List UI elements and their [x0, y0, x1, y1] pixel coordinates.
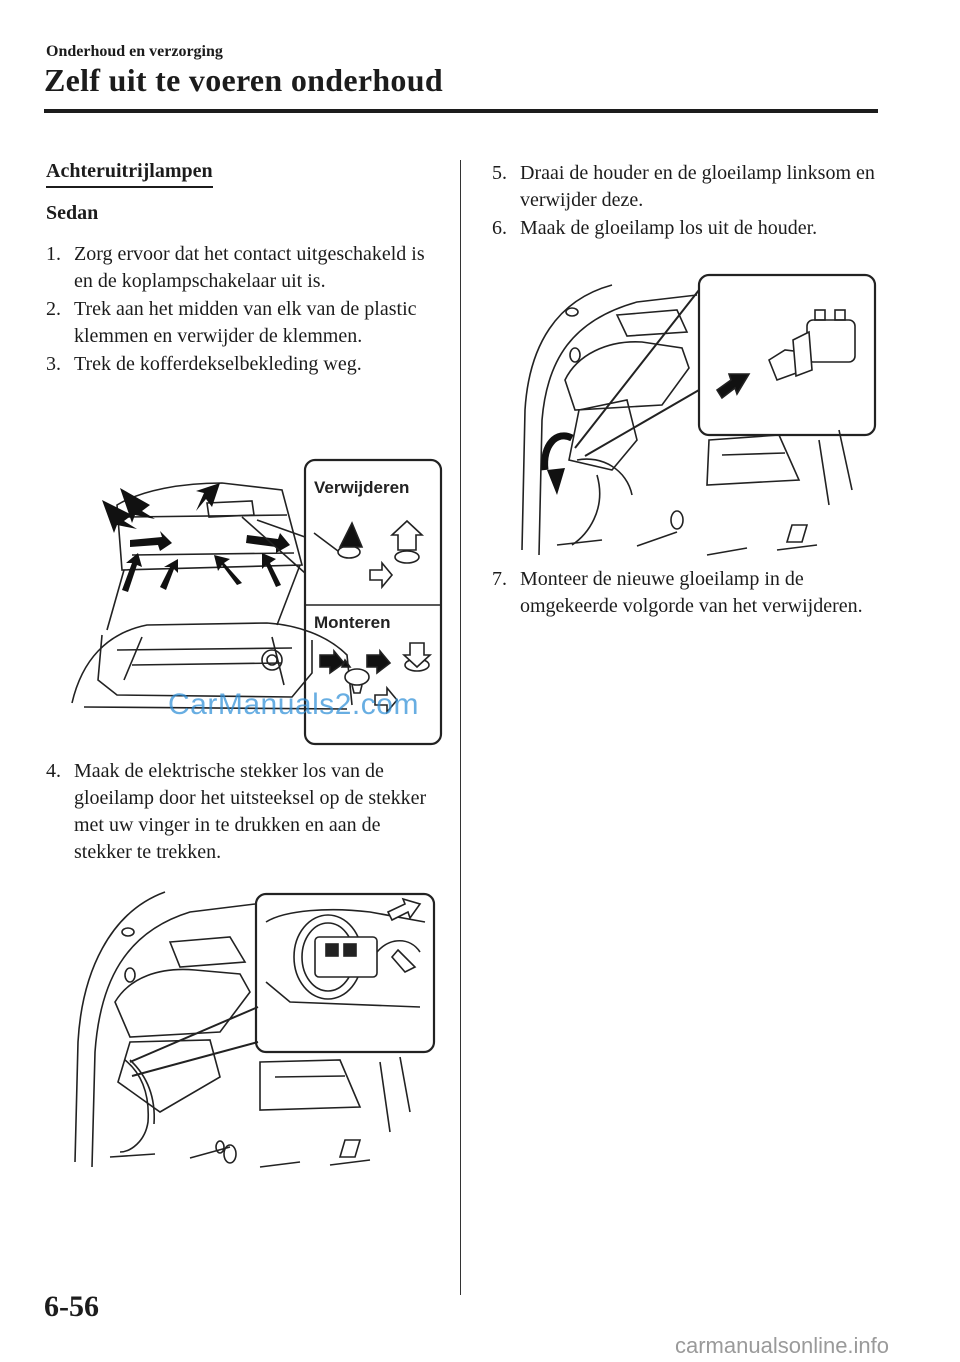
step-list-4 [492, 566, 882, 621]
remove-label: Verwijderen [314, 478, 410, 497]
step-item: 7. Monteer de nieuwe gloeilamp in de omgekeerde volgorde van het verwijderen. [492, 568, 863, 617]
chapter-label: Onderhoud en verzorging [46, 43, 223, 60]
watermark: CarManuals2.com [168, 688, 419, 721]
step-item: 5. Draai de houder en de gloeilamp linksom en verwijder deze. [492, 162, 875, 211]
footer-site-watermark: carmanualsonline.info [675, 1333, 890, 1358]
step-item: 4. Maak de elektrische stekker los van de gloeilamp door het uitsteeksel op de stekker met uw vinger in te drukken en aan de stekker te trekken. [46, 760, 427, 863]
section-subheading: Sedan [46, 202, 99, 224]
page-number: 6-56 [44, 1290, 99, 1323]
title-divider [44, 109, 878, 113]
step-item: 3. Trek de kofferdekselbekleding weg. [46, 353, 362, 375]
step-list-2 [46, 758, 441, 867]
step-item: 6. Maak de gloeilamp los uit de houder. [492, 217, 818, 239]
column-divider [460, 160, 461, 1295]
step-item: 1. Zorg ervoor dat het contact uitgeschakeld is en de koplampschakelaar uit is. [46, 243, 425, 292]
page-title: Zelf uit te voeren onderhoud [44, 62, 443, 98]
step-list-1 [46, 241, 441, 379]
connector-disconnect-figure [70, 882, 438, 1178]
install-label: Monteren [314, 613, 391, 632]
bulb-holder-removal-figure [517, 270, 879, 560]
step-item: 2. Trek aan het midden van elk van de plastic klemmen en verwijder de klemmen. [46, 298, 417, 347]
step-list-3 [492, 160, 882, 243]
section-heading: Achteruitrijlampen [46, 160, 213, 188]
